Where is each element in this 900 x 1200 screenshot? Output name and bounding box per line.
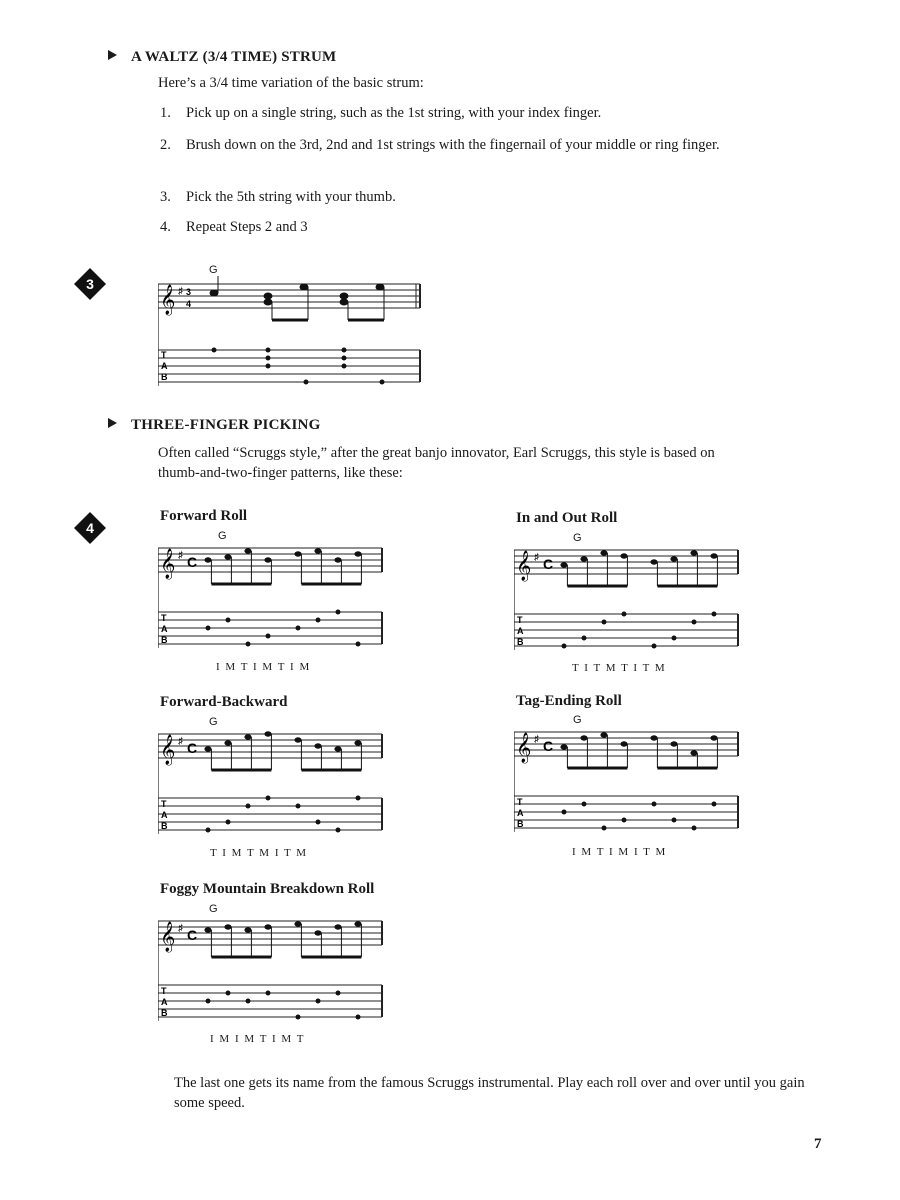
note-head [244,927,251,932]
tab-note [266,634,271,639]
roll-title: Forward Roll [160,508,248,524]
tab-note [296,804,301,809]
note-head [264,557,271,562]
note-head [354,740,361,745]
note-head [710,553,717,558]
heading-text: A WALTZ (3/4 TIME) STRUM [131,49,337,65]
tab-letter: T [517,797,523,807]
tab-note [316,999,321,1004]
waltz-notes [210,276,384,320]
chord-symbol: G [209,716,218,728]
tab-note [622,818,627,823]
note-head [224,554,231,559]
note-head [580,556,587,561]
tab-note [712,612,717,617]
key-sharp-icon: ♯ [534,552,539,563]
tab-note [316,618,321,623]
step-text: Pick up on a single string, such as the 1st string, with your index finger. [186,105,602,121]
closing-paragraph: The last one gets its name from the famous Scruggs instrumental. Play each roll over and over until you gain some speed. [174,1075,805,1111]
tab-note [712,802,717,807]
heading-text: THREE-FINGER PICKING [131,417,321,433]
note-head [710,735,717,740]
tab-letter: B [517,637,524,647]
key-sharp-icon: ♯ [178,550,183,561]
tab-note [246,804,251,809]
in-and-out-roll-notation [514,542,744,658]
tab-note [226,991,231,996]
tab-letter: T [517,615,523,625]
three-finger-intro: Often called “Scruggs style,” after the great banjo innovator, Earl Scruggs, this style is based on thumb-and-two-finger patterns, like these: [158,445,715,481]
forward-roll-notation [158,540,388,656]
tab-note [296,626,301,631]
play-arrow-icon [108,418,117,428]
treble-clef-icon: 𝄞 [516,550,532,580]
tab-note [582,636,587,641]
roll-title: Forward-Backward [160,694,288,710]
chord-symbol: G [218,530,227,542]
treble-clef-icon: 𝄞 [160,284,176,314]
step-item [160,217,780,237]
finger-pattern: T I T M T I T M [572,662,665,674]
note-head [294,737,301,742]
tab-note [226,820,231,825]
chord-symbol: G [209,264,218,276]
note-head [600,550,607,555]
note-head [314,930,321,935]
finger-pattern: I M T I M I T M [572,846,666,858]
chord-symbol: G [573,714,582,726]
tab-letter-t: T [161,350,167,360]
note-head [314,548,321,553]
tab-note [336,991,341,996]
note-head [334,746,341,751]
tab-note [692,620,697,625]
tab-letter: T [161,799,167,809]
tag-ending-roll-notation [514,724,744,840]
tab-letter: A [161,624,168,634]
note-head [204,746,211,751]
note-head [294,921,301,926]
tab-letter: A [161,810,168,820]
tab-note [206,626,211,631]
tab-note [582,802,587,807]
note-head [650,559,657,564]
tab-note [692,826,697,831]
page-number: 7 [814,1136,822,1152]
badge-number: 3 [86,276,94,292]
step-text: Brush down on the 3rd, 2nd and 1st strings with the fingernail of your middle or ring finger. [186,137,720,153]
finger-pattern: T I M T M I T M [210,847,307,859]
note-head [560,562,567,567]
note-head [314,743,321,748]
tab-note [266,991,271,996]
note-head [560,744,567,749]
note-head [600,732,607,737]
step-item [160,135,760,155]
step-number: 4. [160,219,171,235]
note-head [224,924,231,929]
step-text: Pick the 5th string with your thumb. [186,189,396,205]
waltz-notation [158,276,428,394]
common-time-icon: C [543,738,554,754]
finger-pattern: I M I M T I M T [210,1033,304,1045]
note-head [670,741,677,746]
treble-clef-icon: 𝄞 [160,548,176,578]
key-sharp-icon: ♯ [534,734,539,745]
tab-note [316,820,321,825]
tab-note [206,999,211,1004]
tab-note [336,610,341,615]
tab-lines [158,350,420,382]
note-head [294,551,301,556]
tab-note [602,826,607,831]
time-sig-top: 3 [186,287,192,297]
tab-note [562,810,567,815]
tab-letter: B [161,635,168,645]
step-text: Repeat Steps 2 and 3 [186,219,308,235]
example-badge-3 [74,268,106,300]
play-arrow-icon [108,50,117,60]
tab-letter: A [517,626,524,636]
step-number: 1. [160,105,171,121]
step-item [160,103,780,123]
tab-note [622,612,627,617]
roll-title: In and Out Roll [516,510,618,526]
tab-note [336,828,341,833]
key-sharp-icon: ♯ [178,286,183,297]
section-heading-three-finger [108,417,320,434]
tab-letter: B [161,821,168,831]
tab-note [356,1015,361,1020]
common-time-icon: C [187,554,198,570]
tab-note [266,796,271,801]
chord-symbol: G [209,903,218,915]
note-head [670,556,677,561]
tab-note [356,642,361,647]
tab-note [652,644,657,649]
step-number: 3. [160,189,171,205]
note-head [690,750,697,755]
note-head [690,550,697,555]
common-time-icon: C [543,556,554,572]
time-sig-bottom: 4 [186,299,192,309]
note-head [354,551,361,556]
roll-title: Tag-Ending Roll [516,693,622,709]
note-head [224,740,231,745]
tab-letter: T [161,613,167,623]
note-head [244,734,251,739]
tab-note [602,620,607,625]
section-heading-waltz [108,49,336,66]
forward-backward-notation [158,726,388,842]
step-item [160,187,780,207]
tab-letter-b: B [161,372,168,382]
treble-clef-icon: 𝄞 [160,734,176,764]
treble-clef-icon: 𝄞 [516,732,532,762]
note-head [264,731,271,736]
tab-note [226,618,231,623]
finger-pattern: I M T I M T I M [216,661,310,673]
key-sharp-icon: ♯ [178,736,183,747]
tab-note [296,1015,301,1020]
foggy-mountain-roll-notation [158,913,388,1029]
tab-letter: B [161,1008,168,1018]
tab-note [246,999,251,1004]
waltz-intro: Here’s a 3/4 time variation of the basic strum: [158,75,424,91]
note-head [204,557,211,562]
tab-letter-a: A [161,361,168,371]
note-head [204,927,211,932]
treble-clef-icon: 𝄞 [160,921,176,951]
note-head [580,735,587,740]
note-head [620,741,627,746]
chord-symbol: G [573,532,582,544]
note-head [334,924,341,929]
tab-letter: A [517,808,524,818]
tab-note [246,642,251,647]
key-sharp-icon: ♯ [178,923,183,934]
tab-letter: T [161,986,167,996]
tab-note [672,636,677,641]
tab-note [562,644,567,649]
note-head [620,553,627,558]
tab-note [356,796,361,801]
roll-title: Foggy Mountain Breakdown Roll [160,881,375,897]
common-time-icon: C [187,927,198,943]
tab-letter: A [161,997,168,1007]
common-time-icon: C [187,740,198,756]
step-number: 2. [160,137,171,153]
tab-note [206,828,211,833]
note-head [354,921,361,926]
example-badge-4 [74,512,106,544]
tab-note [652,802,657,807]
tab-letter: B [517,819,524,829]
note-head [650,735,657,740]
badge-number: 4 [86,520,94,536]
note-head [334,557,341,562]
note-head [264,924,271,929]
note-head [244,548,251,553]
tab-note [672,818,677,823]
